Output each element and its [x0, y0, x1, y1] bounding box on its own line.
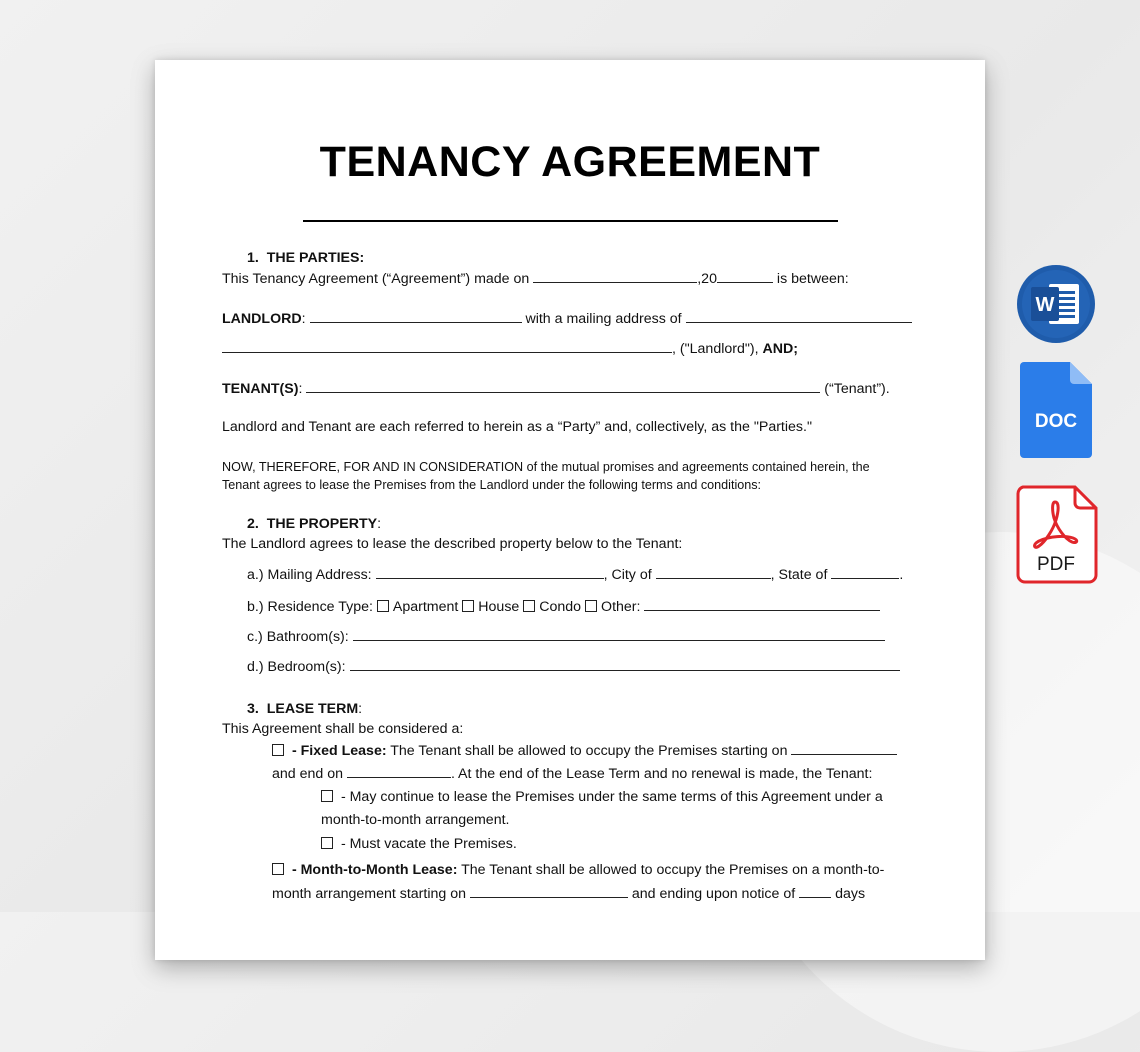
mailing-address-blank[interactable]: [376, 565, 604, 579]
doc-file-icon: [1020, 362, 1092, 458]
other-checkbox[interactable]: [585, 600, 597, 612]
bathrooms-blank[interactable]: [353, 627, 885, 641]
section-1-heading: 1. THE PARTIES:: [247, 250, 365, 266]
page-title: TENANCY AGREEMENT: [319, 138, 821, 186]
consideration-line-2: Tenant agrees to lease the Premises from the Landlord under the following terms and conditions:: [222, 478, 762, 492]
pdf-file-icon: [1015, 484, 1099, 585]
consideration-line-1: NOW, THEREFORE, FOR AND IN CONSIDERATION of the mutual promises and agreements contained herein, the: [222, 460, 870, 474]
other-type-blank[interactable]: [644, 597, 880, 611]
state-blank[interactable]: [831, 565, 899, 579]
doc-label: DOC: [1034, 411, 1078, 432]
mtm-start-blank[interactable]: [470, 884, 628, 898]
word-file-icon: [1016, 264, 1096, 344]
landlord-address-line: , ("Landlord"), AND;: [222, 339, 798, 358]
vacate-checkbox[interactable]: [321, 837, 333, 849]
month-to-month-checkbox[interactable]: [272, 863, 284, 875]
bedrooms-blank[interactable]: [350, 657, 900, 671]
bedrooms-item: d.) Bedroom(s):: [247, 657, 900, 676]
landlord-name-blank[interactable]: [310, 309, 522, 323]
lease-end-blank[interactable]: [347, 764, 451, 778]
vacate-option: - Must vacate the Premises.: [321, 835, 517, 853]
agreement-date-line: This Tenancy Agreement (“Agreement”) made on ,20 is between:: [222, 271, 849, 287]
document-page: [155, 60, 985, 960]
pdf-label: PDF: [1037, 554, 1075, 575]
bathrooms-item: c.) Bathroom(s):: [247, 627, 885, 646]
fixed-lease-checkbox[interactable]: [272, 744, 284, 756]
landlord-address-blank-2[interactable]: [222, 339, 672, 353]
section-2-heading: 2. THE PROPERTY:: [247, 516, 382, 532]
notice-days-blank[interactable]: [799, 884, 831, 898]
month-to-month-line: - Month-to-Month Lease: The Tenant shall be allowed to occupy the Premises on a month-to-: [272, 861, 884, 879]
continue-lease-option: - May continue to lease the Premises under the same terms of this Agreement under a: [321, 788, 883, 806]
apartment-checkbox[interactable]: [377, 600, 389, 612]
house-checkbox[interactable]: [462, 600, 474, 612]
property-intro: The Landlord agrees to lease the described property below to the Tenant:: [222, 536, 683, 552]
year-blank[interactable]: [717, 269, 773, 283]
parties-definition: Landlord and Tenant are each referred to herein as a “Party” and, collectively, as the "Parties.": [222, 419, 812, 435]
pdf-icon: [1015, 484, 1099, 585]
word-letter: W: [1035, 294, 1055, 316]
fixed-lease-end-line: and end on . At the end of the Lease Term and no renewal is made, the Tenant:: [272, 766, 873, 782]
title-underline: [303, 220, 838, 222]
continue-lease-checkbox[interactable]: [321, 790, 333, 802]
landlord-address-blank[interactable]: [686, 309, 912, 323]
date-blank[interactable]: [533, 269, 697, 283]
residence-type-item: b.) Residence Type: Apartment House Condo Other:: [247, 597, 880, 616]
lease-start-blank[interactable]: [791, 741, 897, 755]
condo-checkbox[interactable]: [523, 600, 535, 612]
landlord-line: LANDLORD: with a mailing address of: [222, 309, 912, 328]
tenant-line: TENANT(S): (“Tenant”).: [222, 381, 890, 397]
fixed-lease-line: - Fixed Lease: The Tenant shall be allowed to occupy the Premises starting on: [272, 741, 897, 760]
city-blank[interactable]: [656, 565, 771, 579]
lease-term-intro: This Agreement shall be considered a:: [222, 721, 464, 737]
section-3-heading: 3. LEASE TERM:: [247, 701, 363, 717]
doc-icon: [1020, 362, 1092, 458]
word-icon: [1016, 264, 1096, 344]
continue-lease-option-line-2: month-to-month arrangement.: [321, 812, 510, 828]
month-to-month-start-line: month arrangement starting on and ending upon notice of days: [272, 886, 866, 902]
tenant-name-blank[interactable]: [306, 379, 820, 393]
mailing-address-item: a.) Mailing Address: , City of , State of .: [247, 567, 904, 583]
